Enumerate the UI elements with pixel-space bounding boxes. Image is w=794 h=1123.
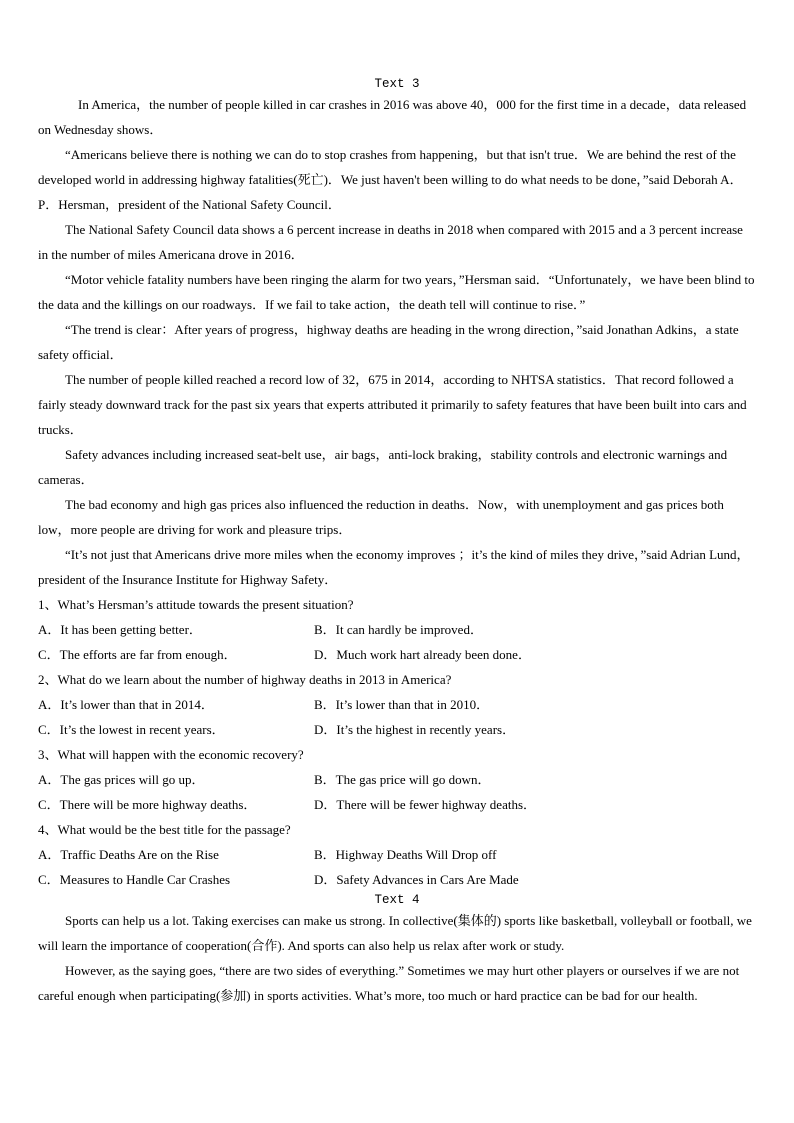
option-a: A．The gas prices will go up． bbox=[38, 772, 205, 787]
text3-paragraph: The bad economy and high gas prices also influenced the reduction in deaths．Now，with unemployment and gas prices both low，more people are driving for work and pleasure trips． bbox=[38, 497, 724, 537]
document-page bbox=[38, 76, 756, 1008]
options-row bbox=[38, 867, 756, 892]
text3-paragraph: The National Safety Council data shows a 6 percent increase in deaths in 2018 when compared with 2015 and a 3 percent increase in the number of miles Americana drove in 2016． bbox=[38, 222, 743, 262]
text3-paragraph: “It’s not just that Americans drive more miles when the economy improves ；it’s the kind of miles they drive，”said Adrian Lund，president of the Insurance Institute for Highway Safety． bbox=[38, 547, 750, 587]
option-a: A．It’s lower than that in 2014． bbox=[38, 697, 214, 712]
option-d: D．Much work hart already been done． bbox=[314, 647, 531, 662]
option-b: B．It can hardly be improved． bbox=[314, 622, 483, 637]
option-d: D．There will be fewer highway deaths． bbox=[314, 797, 537, 812]
options-row bbox=[38, 842, 756, 867]
option-d: D．It’s the highest in recently years． bbox=[314, 722, 516, 737]
option-b: B．The gas price will go down． bbox=[314, 772, 491, 787]
text3-paragraph: In America，the number of people killed in car crashes in 2016 was above 40，000 for the first time in a decade，data released on Wednesday shows． bbox=[38, 97, 747, 137]
options-row bbox=[38, 717, 756, 742]
option-a: A．Traffic Deaths Are on the Rise bbox=[38, 847, 219, 862]
option-c: C．Measures to Handle Car Crashes bbox=[38, 872, 231, 887]
option-c: C．The efforts are far from enough． bbox=[38, 647, 237, 662]
text3-paragraph: The number of people killed reached a record low of 32，675 in 2014，according to NHTSA statistics．That record followed a fairly steady downward track for the past six years that experts attributed it primarily to safety features that have been built into cars and trucks． bbox=[38, 372, 747, 437]
option-a: A．It has been getting better． bbox=[38, 622, 202, 637]
text3-paragraph: Safety advances including increased seat-belt use，air bags，anti-lock braking，stability controls and electronic warnings and cameras． bbox=[38, 447, 728, 487]
question-stem: 3、What will happen with the economic recovery? bbox=[38, 747, 304, 762]
options-row bbox=[38, 692, 756, 717]
text3-paragraph: “Americans believe there is nothing we can do to stop crashes from happening，but that isn't true．We are behind the rest of the developed world in addressing highway fatalities(死亡)．We just haven't been willing to do what needs to be done，”said Deborah A．P．Hersman，president of the National Safety Council． bbox=[38, 147, 743, 212]
options-row bbox=[38, 792, 756, 817]
text3-title: Text 3 bbox=[374, 77, 420, 91]
option-d: D．Safety Advances in Cars Are Made bbox=[314, 872, 519, 887]
option-b: B．Highway Deaths Will Drop off bbox=[314, 847, 497, 862]
text4-paragraph: Sports can help us a lot. Taking exercises can make us strong. In collective(集体的) sports like basketball, volleyball or football, we will learn the importance of cooperation(合作). And sports can also help us relax after work or study. bbox=[38, 913, 752, 953]
option-c: C．There will be more highway deaths． bbox=[38, 797, 257, 812]
option-c: C．It’s the lowest in recent years． bbox=[38, 722, 225, 737]
text3-paragraph: “Motor vehicle fatality numbers have been ringing the alarm for two years，”Hersman said．“Unfortunately，we have been blind to the data and the killings on our roadways．If we fail to take action，the death tell will continue to rise．” bbox=[38, 272, 755, 312]
question-stem: 1、What’s Hersman’s attitude towards the present situation? bbox=[38, 597, 354, 612]
text4-title: Text 4 bbox=[374, 893, 420, 907]
text3-paragraph: “The trend is clear：After years of progress，highway deaths are heading in the wrong direction，”said Jonathan Adkins，a state safety official． bbox=[38, 322, 739, 362]
question-stem: 2、What do we learn about the number of highway deaths in 2013 in America? bbox=[38, 672, 452, 687]
option-b: B．It’s lower than that in 2010． bbox=[314, 697, 490, 712]
options-row bbox=[38, 642, 756, 667]
options-row bbox=[38, 767, 756, 792]
question-stem: 4、What would be the best title for the passage? bbox=[38, 822, 291, 837]
text4-paragraph: However, as the saying goes, “there are two sides of everything.” Sometimes we may hurt other players or ourselves if we are not careful enough when participating(参加) in sports activities. What’s more, too much or hard practice can be bad for our health. bbox=[38, 963, 740, 1003]
options-row bbox=[38, 617, 756, 642]
